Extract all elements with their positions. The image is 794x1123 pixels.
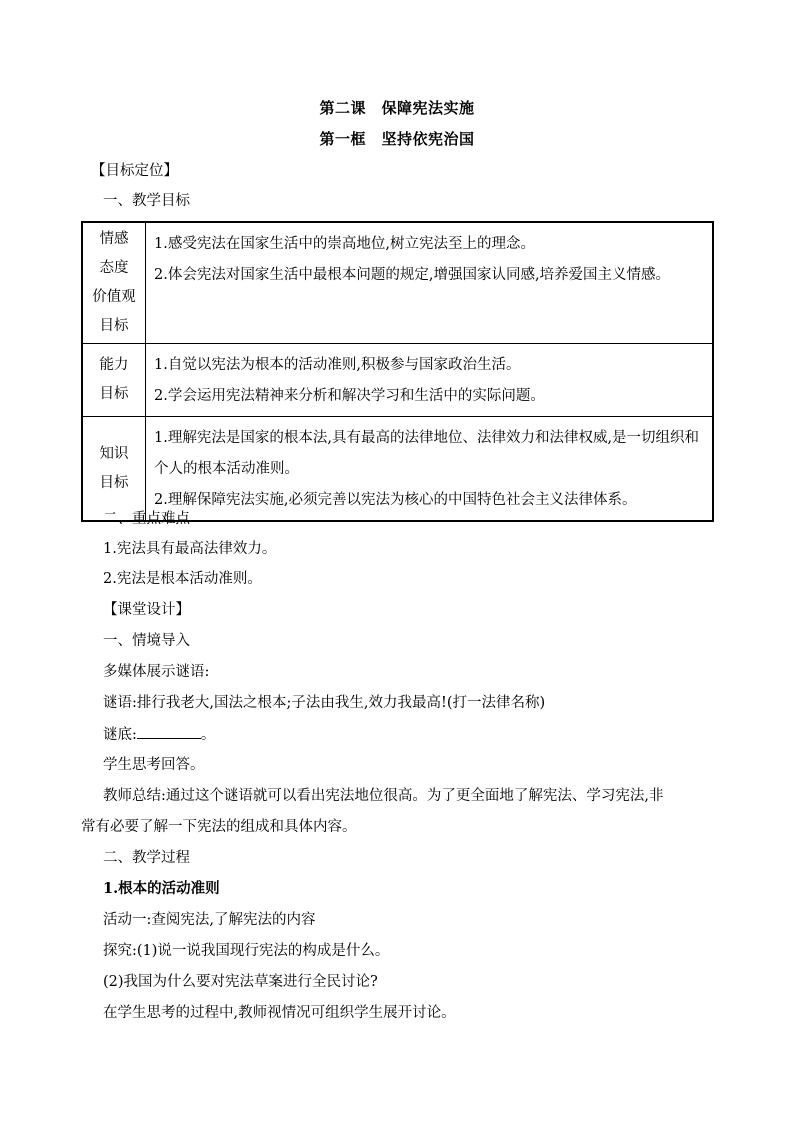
- category-line: 情感: [99, 231, 129, 247]
- goal-item: 1.理解宪法是国家的根本法,具有最高的法律地位、法律效力和法律权威,是一切组织和个人的根本活动准则。: [154, 430, 700, 477]
- intro-riddle: 谜语:排行我老大,国法之根本;子法由我生,效力我最高!(打一法律名称): [103, 695, 546, 711]
- category-line: 态度: [99, 260, 129, 276]
- goal-category: [82, 222, 146, 344]
- category-line: 价值观: [92, 289, 136, 305]
- table-row: [82, 222, 713, 344]
- section-intro: 一、情境导入: [103, 633, 190, 649]
- goal-content: [146, 417, 714, 522]
- intro-teacher-line1: 教师总结:通过这个谜语就可以看出宪法地位很高。为了更全面地了解宪法、学习宪法,非: [103, 788, 664, 804]
- process-subtitle: 1.根本的活动准则: [103, 880, 220, 897]
- section-teaching-goals: 一、教学目标: [103, 193, 190, 209]
- category-line: 能力: [99, 357, 129, 373]
- intro-answer: [103, 724, 215, 745]
- intro-teacher-line2: 常有必要了解一下宪法的组成和具体内容。: [81, 819, 357, 835]
- frame-title: 第一框 坚持依宪治国: [319, 130, 475, 148]
- goal-item: 1.自觉以宪法为根本的活动准则,积极参与国家政治生活。: [154, 357, 521, 373]
- process-explore2: (2)我国为什么要对宪法草案进行全民讨论?: [103, 974, 378, 990]
- goal-content: [146, 344, 714, 417]
- section-class-design: 【课堂设计】: [103, 602, 190, 618]
- section-goal-position: 【目标定位】: [91, 163, 178, 179]
- key-point-item: 1.宪法具有最高法律效力。: [103, 541, 277, 557]
- table-row: [82, 417, 713, 522]
- answer-blank: [137, 724, 201, 739]
- key-point-item: 2.宪法是根本活动准则。: [103, 571, 262, 587]
- lesson-title: 第二课 保障宪法实施: [319, 99, 475, 117]
- section-process: 二、教学过程: [103, 850, 190, 866]
- goals-table: [81, 221, 714, 522]
- process-activity: 活动一:查阅宪法,了解宪法的内容: [103, 912, 316, 928]
- goal-category: [82, 417, 146, 522]
- category-line: 目标: [99, 386, 129, 402]
- intro-student: 学生思考回答。: [103, 757, 205, 773]
- section-key-points: 二、重点难点: [103, 511, 190, 527]
- category-line: 目标: [99, 318, 129, 334]
- category-line: 目标: [99, 474, 129, 491]
- goal-content: [146, 222, 714, 344]
- goal-category: [82, 344, 146, 417]
- intro-media: 多媒体展示谜语:: [103, 664, 210, 680]
- process-note: 在学生思考的过程中,教师视情况可组织学生展开讨论。: [103, 1005, 456, 1021]
- answer-prefix: 谜底:: [103, 727, 137, 743]
- goal-item: 2.理解保障宪法实施,必须完善以宪法为核心的中国特色社会主义法律体系。: [154, 492, 637, 508]
- answer-suffix: 。: [200, 727, 216, 743]
- goal-item: 2.学会运用宪法精神来分析和解决学习和生活中的实际问题。: [154, 388, 545, 404]
- table-row: [82, 344, 713, 417]
- category-line: 知识: [99, 445, 129, 462]
- process-explore1: 探究:(1)说一说我国现行宪法的构成是什么。: [103, 943, 390, 959]
- goal-item: 1.感受宪法在国家生活中的崇高地位,树立宪法至上的理念。: [154, 236, 535, 252]
- goal-item: 2.体会宪法对国家生活中最根本问题的规定,增强国家认同感,培养爱国主义情感。: [154, 267, 671, 283]
